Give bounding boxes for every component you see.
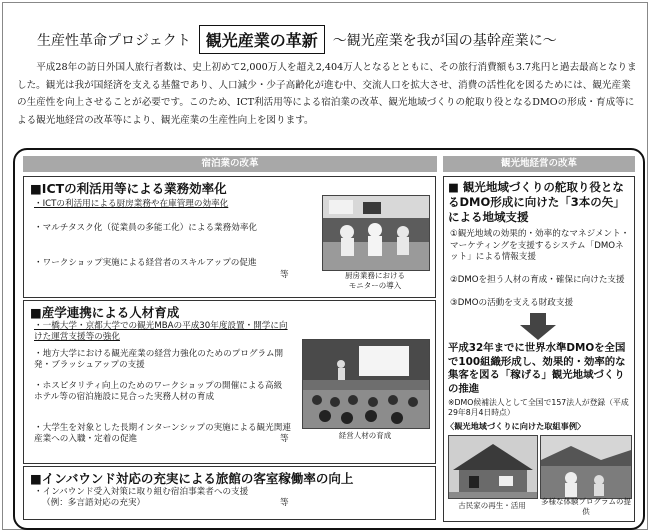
ict-etc: 等 <box>280 270 289 280</box>
old-house-photo <box>448 435 538 499</box>
ict-item-2: ・マルチタスク化（従業員の多能工化）による業務効率化 <box>34 223 258 233</box>
inbound-item-1: ・インバウンド受入対策に取り組む宿泊事業者への支援 <box>34 487 249 497</box>
main-rounded-box <box>13 148 645 530</box>
page-subtitle: ～観光産業を我が国の基幹産業に～ <box>332 32 557 49</box>
dmo-item-1: ①観光地域の効果的・効率的なマネジメント・マーケティングを支援するシステム「DMOネット」による情報支援 <box>450 229 630 262</box>
old-house-caption: 古民家の再生・活用 <box>458 501 526 510</box>
destination-management-panel <box>443 156 635 520</box>
ict-item-3: ・ワークショップ実施による経営者のスキルアップの促進 <box>34 258 257 268</box>
seminar-photo <box>302 339 430 429</box>
kitchen-photo <box>322 195 430 271</box>
inbound-section <box>23 466 436 520</box>
examples-title: 〈観光地域づくりに向けた取組事例〉 <box>446 421 586 431</box>
ia-etc: 等 <box>280 434 289 444</box>
dmo-goal: 平成32年までに世界水準DMOを全国で100組織形成し、効果的・効率的な集客を図る「稼げる」観光地域づくりの推進 <box>448 342 626 395</box>
dmo-item-2: ②DMOを担う人材の育成・確保に向けた支援 <box>450 275 625 285</box>
page-title: 観光産業の革新 <box>199 25 325 54</box>
old-house-photo-image <box>449 436 537 498</box>
industry-academia-section <box>23 300 436 464</box>
ict-item-1: ・ICTの利活用による厨房業務や在庫管理の効率化 <box>34 199 229 209</box>
dmo-heading: ■ 観光地域づくりの舵取り役となるDMO形成に向けた「3本の矢」による地域支援 <box>448 180 625 224</box>
lodging-reform-title: 宿泊業の改革 <box>23 156 437 172</box>
project-label: 生産性革命プロジェクト <box>37 32 191 49</box>
intro-paragraph: 平成28年の訪日外国人旅行者数は、史上初めて2,000万人を超え2,404万人となるとともに、その旅行消費額も3.7兆円と過去最高となりました。観光は我が国経済を支える基盤であり、人口減少・少子高齢化が進む中、交流人口を拡大させ、消費の活性化を図るためには、観光産業の生産性を向上させることが必要です。このため、ICT利活用等による宿泊業の改革、観光地域づくりの舵取り役となるDMOの形成・育成等による観光地経営の改革等により、観光産業の生産性向上を図ります。 <box>17 62 637 126</box>
seminar-photo-image <box>303 340 429 428</box>
ict-section <box>23 176 436 298</box>
inbound-etc: 等 <box>280 498 289 508</box>
dmo-section <box>443 176 635 522</box>
industry-academia-heading: ■産学連携による人材育成 <box>30 305 180 320</box>
destination-management-title: 観光地経営の改革 <box>443 156 635 172</box>
kitchen-photo-caption: 厨房業務における モニターの導入 <box>345 271 405 290</box>
header <box>37 25 557 54</box>
inbound-heading: ■インバウンド対応の充実による旅館の客室稼働率の向上 <box>30 471 354 486</box>
lodging-reform-panel <box>23 156 437 520</box>
kitchen-photo-image <box>323 196 429 270</box>
dmo-note: ※DMO候補法人として全国で157法人が登録（平成29年8月4日時点） <box>448 398 629 417</box>
ia-item-3: ・ホスピタリティ向上のためのワークショップの開催による高級ホテル等の宿泊施設に見合った実務人材の育成 <box>34 381 283 402</box>
experience-program-photo <box>540 435 632 499</box>
dmo-item-3: ③DMOの活動を支える財政支援 <box>450 298 574 308</box>
ia-item-4: ・大学生を対象とした長期インターンシップの実施による観光関連産業への入職・定着の促進 <box>34 423 291 444</box>
ia-item-2: ・地方大学における観光産業の経営力強化のためのプログラム開発・ブラッシュアップの支援 <box>34 349 284 370</box>
ia-item-1: ・一橋大学・京都大学での観光MBAの平成30年度設置・開学に向けた運営支援等の強化 <box>34 321 288 342</box>
down-arrow-icon <box>518 313 558 341</box>
experience-program-caption: 多様な体験プログラムの提供 <box>541 497 631 516</box>
ict-heading: ■ICTの利活用等による業務効率化 <box>30 181 227 196</box>
seminar-photo-caption: 経営人材の育成 <box>338 431 392 440</box>
inbound-item-example: （例：多言語対応の充実） <box>42 498 146 508</box>
figure-frame <box>2 2 648 530</box>
experience-program-photo-image <box>541 436 631 498</box>
